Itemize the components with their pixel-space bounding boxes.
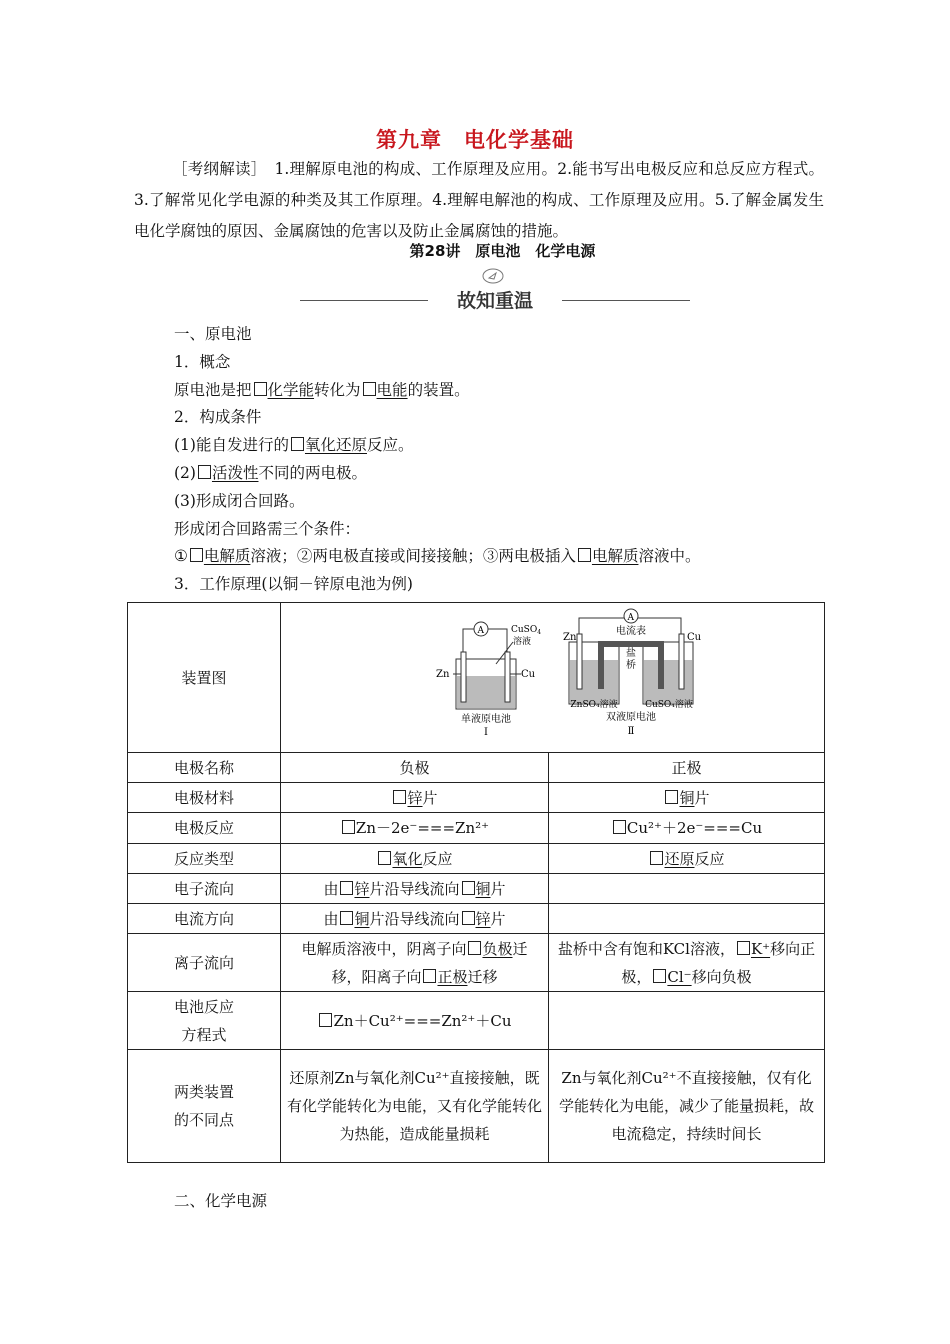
row-label-current-direction: 电流方向 [128,904,281,934]
cell-diagrams [281,604,821,752]
cell-positive [549,992,825,1050]
row-label-electrode-reaction: 电极反应 [128,813,281,844]
answer-box [468,941,481,955]
single-cell-diagram [453,622,521,709]
fig2-left-solution: ZnSO₄溶液 [570,699,618,710]
device-figures [281,603,825,753]
row-label-ion-flow: 离子流向 [128,934,281,992]
answer-box [340,881,353,895]
divider-right [562,300,690,301]
syllabus-outline: ［考纲解读］ 1.理解原电池的构成、工作原理及应用。2.能书写出电极反应和总反应方程式。3.了解常见化学电源的种类及其工作原理。4.理解电解池的构成、工作原理及应用。5.了解金属发生电化学腐蚀的原因、金属腐蚀的危害以及防止金属腐蚀的措施。 [134,160,824,240]
answer-box [613,820,626,834]
fig1-solution-label: 溶液 [513,636,532,647]
row-label-cell-equation: 电池反应 方程式 [128,992,281,1050]
chapter-title: 第九章 电化学基础 [376,128,574,152]
fig1-zn-label: Zn [436,668,450,680]
answer-box [319,1013,332,1027]
condition-3: (3)形成闭合回路。 [174,492,305,510]
answer-box [737,941,750,955]
row-label-device: 装置图 [128,603,281,753]
cu-electrode [505,652,510,702]
fig2-cu-label: Cu [687,631,702,643]
section-heading-bar [300,268,690,318]
condition-1: (1)能自发进行的 氧化还原反应。 [174,436,414,454]
ammeter-label: A [477,625,484,636]
answer-box [342,820,355,834]
fig1-cuso4: CuSO$_4$ [511,624,542,636]
answer-box [462,911,475,925]
fig1-number: Ⅰ [484,726,488,738]
answer-box [665,790,678,804]
answer-box [291,437,304,451]
loop-intro: 形成闭合回路需三个条件： [174,520,361,538]
cell-negative: Zn＋Cu²⁺===Zn²⁺＋Cu [281,992,549,1050]
cell-negative: 氧化反应 [281,844,549,874]
answer-box [653,969,666,983]
answer-box [462,881,475,895]
cell-negative: 由 锌片沿导线流向 铜片 [281,874,549,904]
cell-negative: 电解质溶液中，阴离子向 负极迁移，阳离子向 正极迁移 [281,934,549,992]
zn-electrode [461,652,466,702]
conditions-title: 2．构成条件 [174,408,262,426]
cell-positive: 还原反应 [549,844,825,874]
cell-negative: 锌片 [281,783,549,813]
cell-positive: Zn与氧化剂Cu²⁺不直接接触，仅有化学能转化为电能，减少了能量损耗，故电流稳定，持续时间长 [549,1050,825,1163]
row-label-differences: 两类装置 的不同点 [128,1050,281,1163]
cell-negative: Zn－2e⁻===Zn²⁺ [281,813,549,844]
cell-positive [549,904,825,934]
answer-box [650,851,663,865]
answer-box [423,969,436,983]
fig1-caption: 单液原电池 [461,713,511,725]
answer-box [340,911,353,925]
answer-box [190,548,203,562]
lecture-title: 第28讲 原电池 化学电源 [409,242,596,260]
cell-positive: 铜片 [549,783,825,813]
answer-box [578,548,591,562]
row-label-electron-flow: 电子流向 [128,874,281,904]
cell-negative: 还原剂Zn与氧化剂Cu²⁺直接接触，既有化学能转化为电能，又有化学能转化为热能，造成能量损耗 [281,1050,549,1163]
fig2-number: Ⅱ [627,725,635,737]
answer-box [254,382,267,396]
fig2-caption: 双液原电池 [606,711,656,723]
fig2-zn-label: Zn [563,631,577,643]
principle-title: 3．工作原理(以铜－锌原电池为例) [174,575,413,593]
right-electrolyte [644,660,692,703]
fig1-cu-label: Cu [521,668,536,680]
condition-2: (2) 活泼性不同的两电极。 [174,464,367,482]
fig2-bridge-label-1: 盐 [626,647,636,659]
section-heading: 故知重温 [456,290,533,312]
cell-positive: 盐桥中含有饱和KCl溶液， K⁺移向正极， Cl⁻移向负极 [549,934,825,992]
fig2-right-solution: CuSO₄溶液 [645,699,693,710]
cell-positive: Cu²⁺＋2e⁻===Cu [549,813,825,844]
ammeter-label-2: A [627,612,634,623]
answer-box [198,465,211,479]
heading-chemical-power-sources: 二、化学电源 [174,1192,268,1210]
cell-positive [549,874,825,904]
concept-title: 1．概念 [174,353,231,371]
cell-negative: 由 铜片沿导线流向 锌片 [281,904,549,934]
loop-conditions: ① 电解质溶液；②两电极直接或间接接触；③两电极插入 电解质溶液中。 [174,547,701,565]
concept-text: 原电池是把 化学能转化为 电能的装置。 [174,381,470,399]
row-label-reaction-type: 反应类型 [128,844,281,874]
cell-negative: 负极 [281,753,549,783]
row-label-electrode-material: 电极材料 [128,783,281,813]
answer-box [363,382,376,396]
fig2-bridge-label-2: 桥 [626,659,636,671]
answer-box [393,790,406,804]
galvanic-cell-table [127,602,825,1163]
fig2-meter-label: 电流表 [616,625,646,637]
zn-electrode-2 [577,634,582,689]
section-emblem-icon [482,268,504,284]
cell-positive: 正极 [549,753,825,783]
row-label-electrode-name: 电极名称 [128,753,281,783]
answer-box [378,851,391,865]
heading-galvanic-cell: 一、原电池 [174,325,252,343]
cu-electrode-2 [679,634,684,689]
